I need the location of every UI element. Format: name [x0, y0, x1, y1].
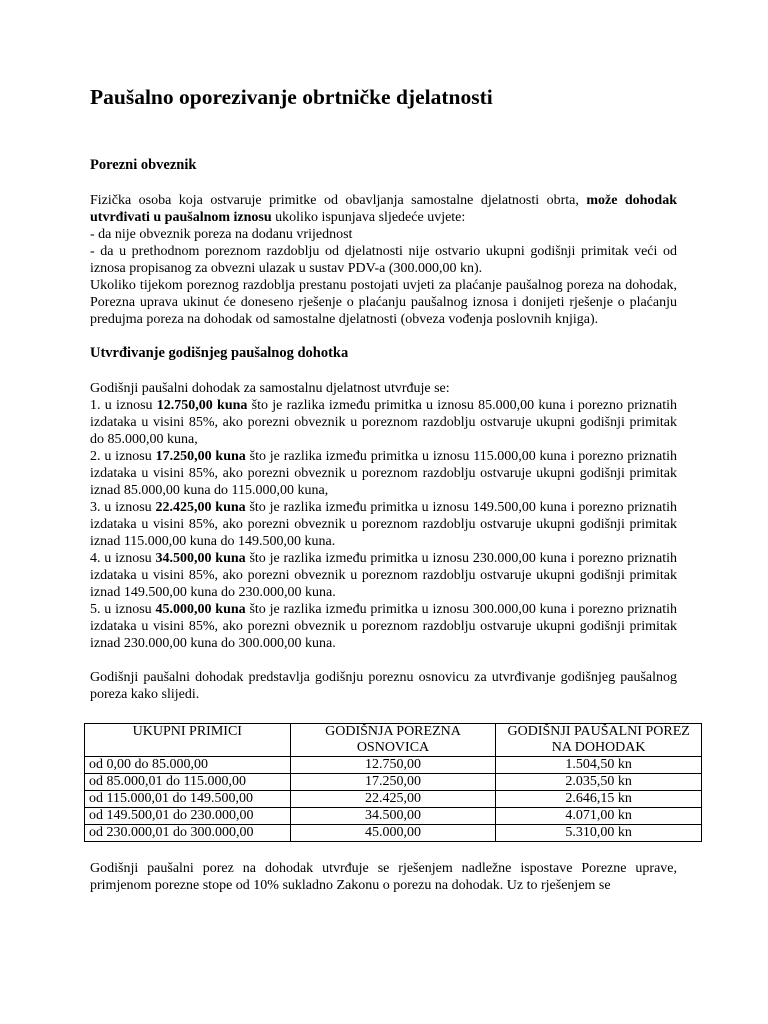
cell-tax-basis: 17.250,00: [290, 774, 496, 791]
table-row: [85, 791, 702, 808]
cell-annual-tax: 5.310,00 kn: [496, 825, 702, 842]
column-header: GODIŠNJI PAUŠALNI POREZ NA DOHODAK: [496, 724, 702, 757]
list-item: [90, 601, 677, 652]
section-heading-determination: Utvrđivanje godišnjeg paušalnog dohotka: [90, 345, 349, 361]
paragraph-closing: Godišnji paušalni porez na dohodak utvrđuje se rješenjem nadležne ispostave Porezne uprave, primjenom porezne stope od 10% sukladno Zakonu o porezu na dohodak. Uz to rješenjem se: [90, 861, 677, 893]
list-item-amount: 34.500,00 kuna: [155, 551, 246, 566]
list-item-text: što je razlika između primitka u iznosu 230.000,00 kuna i porezno priznatih izdataka u visini 85%, ako porezni obveznik u poreznom razdoblju ostvaruje ukupni godišnji primitak iznad 149.500,00 kuna do 230.000,00 kuna.: [90, 551, 678, 600]
list-item-amount: 45.000,00 kuna: [155, 602, 246, 617]
condition-1: - da nije obveznik poreza na dodanu vrijednost: [90, 227, 353, 242]
table-row: [85, 757, 702, 774]
cell-tax-basis: 12.750,00: [290, 757, 496, 774]
list-item: [90, 550, 677, 601]
cell-annual-tax: 2.646,15 kn: [496, 791, 702, 808]
amount-list: [90, 397, 677, 652]
list-item-text: što je razlika između primitka u iznosu 149.500,00 kuna i porezno priznatih izdataka u visini 85%, ako porezni obveznik u poreznom razdoblju ostvaruje ukupni godišnji primitak iznad 115.000,00 kuna do 149.500,00 kuna.: [90, 500, 678, 549]
cell-total-receipts: od 230.000,01 do 300.000,00: [85, 825, 291, 842]
list-item-prefix: 2. u iznosu: [90, 449, 156, 464]
text-run: Fizička osoba koja ostvaruje primitke od obavljanja samostalne djelatnosti obrta,: [90, 193, 587, 208]
column-header: GODIŠNJA POREZNA OSNOVICA: [290, 724, 496, 757]
cell-total-receipts: od 115.000,01 do 149.500,00: [85, 791, 291, 808]
bold-text-run: može dohodak utvrđivati u paušalnom iznosu: [90, 193, 677, 225]
cell-annual-tax: 2.035,50 kn: [496, 774, 702, 791]
section-taxpayer-body: [90, 192, 677, 328]
cell-annual-tax: 4.071,00 kn: [496, 808, 702, 825]
paragraph-intro: Godišnji paušalni dohodak za samostalnu djelatnost utvrđuje se:: [90, 381, 450, 396]
section-determination-body: [90, 380, 677, 652]
list-item-prefix: 1. u iznosu: [90, 398, 157, 413]
list-item-text: što je razlika između primitka u iznosu 115.000,00 kuna i porezno priznatih izdataka u visini 85%, ako porezni obveznik u poreznom razdoblju ostvaruje ukupni godišnji primitak iznad 85.000,00 kuna do 115.000,00 kuna,: [90, 449, 677, 498]
condition-2: - da u prethodnom poreznom razdoblju od djelatnosti nije ostvario ukupni godišnji primitak veći od iznosa propisanog za obvezni ulazak u sustav PDV-a (300.000,00 kn).: [90, 244, 677, 276]
cell-total-receipts: od 0,00 do 85.000,00: [85, 757, 291, 774]
paragraph-eligibility: [90, 192, 677, 226]
list-item-prefix: 5. u iznosu: [90, 602, 156, 617]
column-header: UKUPNI PRIMICI: [85, 724, 291, 757]
list-item: [90, 448, 677, 499]
cell-annual-tax: 1.504,50 kn: [496, 757, 702, 774]
cell-total-receipts: od 85.000,01 do 115.000,00: [85, 774, 291, 791]
tax-table: [84, 723, 702, 842]
list-item-amount: 17.250,00 kuna: [155, 449, 246, 464]
cell-tax-basis: 22.425,00: [290, 791, 496, 808]
text-run: ukoliko ispunjava sljedeće uvjete:: [271, 210, 466, 225]
list-item: [90, 397, 677, 448]
section-heading-taxpayer: Porezni obveznik: [90, 157, 197, 173]
cell-tax-basis: 34.500,00: [290, 808, 496, 825]
table-row: [85, 774, 702, 791]
table-header-row: [85, 724, 702, 757]
cell-tax-basis: 45.000,00: [290, 825, 496, 842]
table-row: [85, 808, 702, 825]
document-title: Paušalno oporezivanje obrtničke djelatnosti: [90, 85, 493, 109]
list-item-amount: 22.425,00 kuna: [155, 500, 246, 515]
list-item-amount: 12.750,00 kuna: [156, 398, 248, 413]
cell-total-receipts: od 149.500,01 do 230.000,00: [85, 808, 291, 825]
list-item: [90, 499, 677, 550]
paragraph-revocation: Ukoliko tijekom poreznog razdoblja prestanu postojati uvjeti za plaćanje paušalnog poreza na dohodak, Porezna uprava ukinut će doneseno rješenje o plaćanju paušalnog iznosa i donijeti rješenje o plaćanju predujma poreza na dohodak od samostalne djelatnosti (obveza vođenja poslovnih knjiga).: [90, 278, 677, 327]
list-item-prefix: 3. u iznosu: [90, 500, 156, 515]
table-row: [85, 825, 702, 842]
paragraph-tax-basis: Godišnji paušalni dohodak predstavlja godišnju poreznu osnovicu za utvrđivanje godišnjeg paušalnog poreza kako slijedi.: [90, 670, 677, 702]
table-body: [85, 757, 702, 842]
list-item-text: što je razlika između primitka u iznosu 300.000,00 kuna i porezno priznatih izdataka u visini 85%, ako porezni obveznik u poreznom razdoblju ostvaruje ukupni godišnji primitak iznad 230.000,00 kuna do 300.000,00 kuna.: [90, 602, 678, 651]
document-page: [89, 84, 690, 894]
list-item-prefix: 4. u iznosu: [90, 551, 156, 566]
list-item-text: što je razlika između primitka u iznosu 85.000,00 kuna i porezno priznatih izdataka u visini 85%, ako porezni obveznik u poreznom razdoblju ostvaruje ukupni godišnji primitak do 85.000,00 kuna,: [90, 398, 678, 447]
